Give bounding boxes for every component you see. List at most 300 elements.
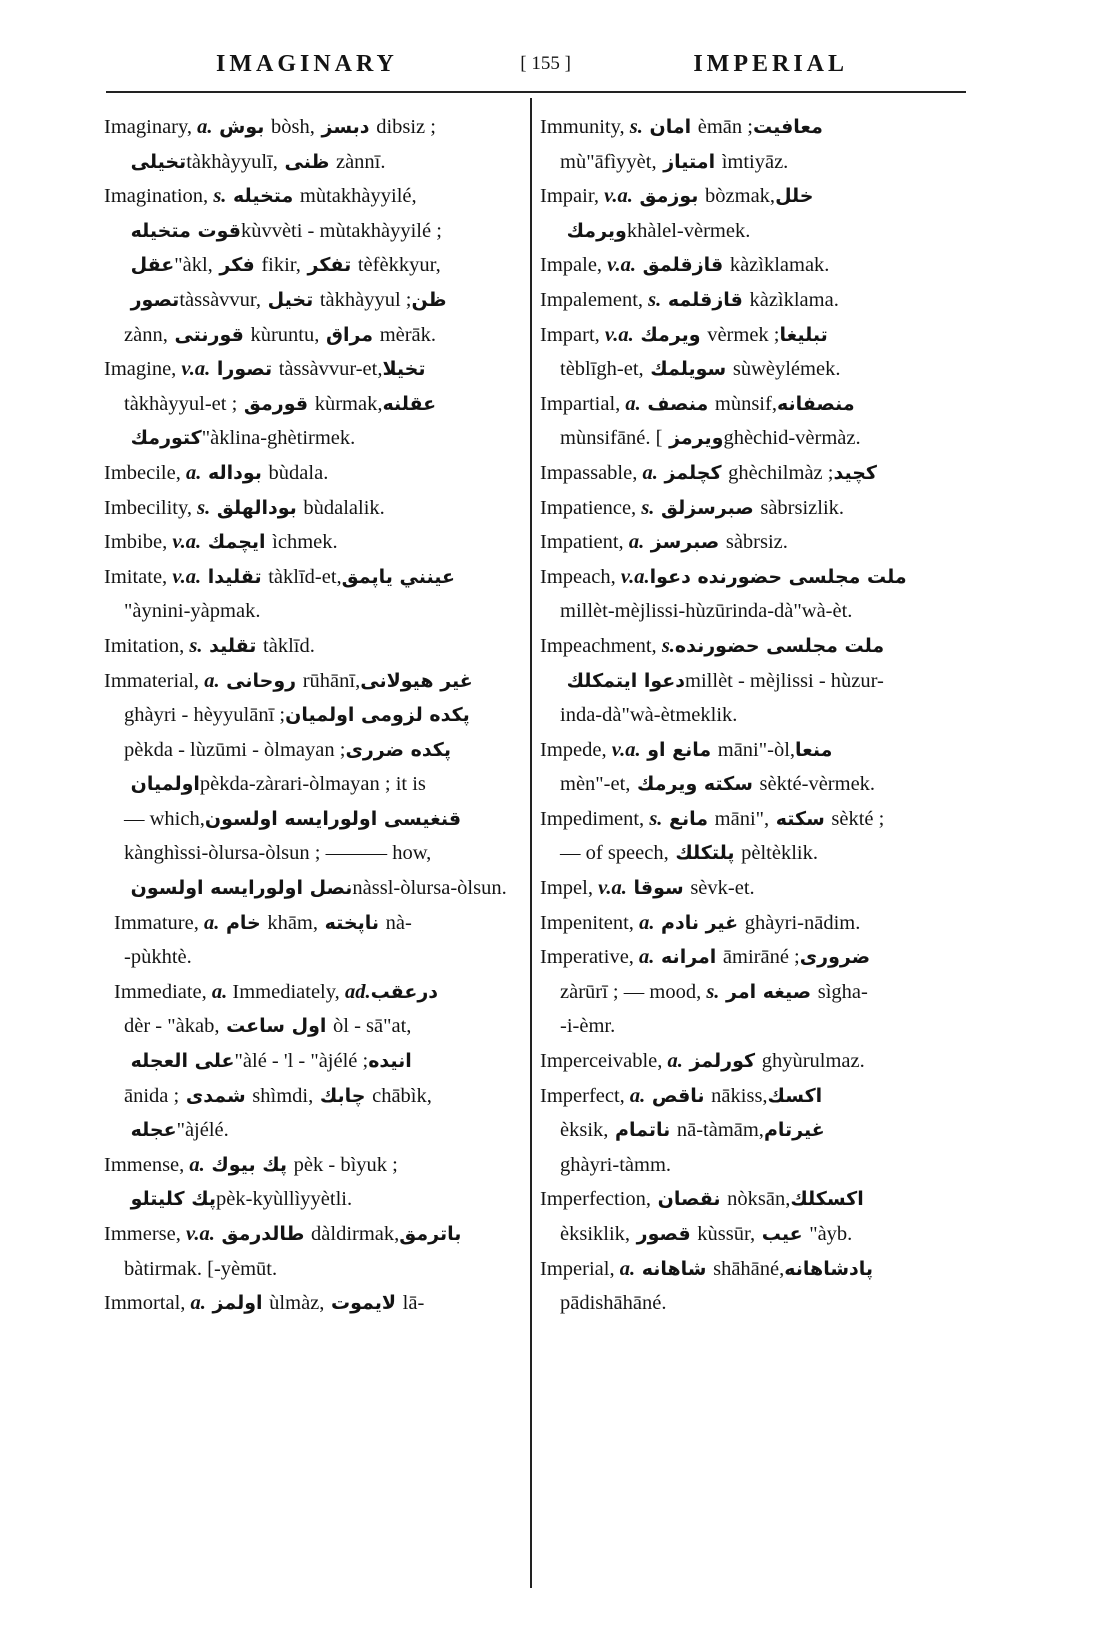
headword: Immediate, — [114, 980, 207, 1003]
ottoman-script: درعقب — [370, 980, 445, 1003]
ottoman-script: تخيل — [261, 288, 320, 311]
dictionary-entry — [540, 179, 960, 248]
ottoman-script: چابك — [313, 1084, 373, 1107]
headword: Impalement, — [540, 288, 644, 311]
transliteration: mèn"-et, — [560, 773, 631, 796]
transliteration: — which, — [124, 807, 205, 830]
transliteration: shìmdi, — [252, 1084, 314, 1107]
headword: Immense, — [104, 1153, 185, 1176]
entry-line — [540, 767, 960, 802]
transliteration: tàklīd. — [263, 634, 315, 657]
dictionary-entry — [540, 248, 960, 283]
part-of-speech: s. — [208, 185, 227, 208]
transliteration: -pùkhtè. — [124, 946, 192, 969]
entry-line — [540, 283, 960, 318]
ottoman-script: بودالهلق — [210, 496, 304, 519]
ottoman-script: پك كليتلو — [124, 1188, 217, 1211]
entry-line — [540, 1148, 960, 1183]
dictionary-entry — [540, 456, 960, 491]
entry-line — [104, 214, 514, 249]
transliteration: pèk - bìyuk ; — [293, 1153, 398, 1176]
transliteration: fikir, — [261, 254, 301, 277]
dictionary-entry — [540, 733, 960, 802]
transliteration: "àjélé. — [176, 1119, 229, 1142]
transliteration: ghèchid-vèrmàz. — [723, 427, 861, 450]
entry-line — [104, 940, 514, 975]
transliteration: sàbrsiz. — [725, 531, 788, 554]
dictionary-entry — [104, 629, 514, 664]
transliteration: èmān ; — [697, 116, 753, 138]
dictionary-entry — [104, 975, 514, 1148]
left-column — [104, 110, 514, 1321]
ottoman-script: اكسك — [767, 1084, 829, 1107]
transliteration: sìgha- — [817, 980, 868, 1003]
transliteration: bùdala. — [268, 461, 329, 484]
transliteration: kùruntu, — [250, 323, 320, 346]
entry-line — [540, 1079, 960, 1114]
transliteration: sèkté ; — [831, 807, 885, 830]
transliteration: zàrūrī ; — mood, — [560, 980, 702, 1003]
headword: Impeachment, — [540, 634, 657, 657]
part-of-speech: a. — [180, 461, 202, 484]
part-of-speech: a. — [206, 980, 228, 1003]
transliteration: òl - sā"at, — [333, 1015, 412, 1038]
transliteration: ghàyri-nādim. — [744, 911, 861, 934]
entry-line — [104, 1079, 514, 1114]
entry-line — [104, 629, 514, 664]
entry-line — [540, 214, 960, 249]
part-of-speech: v.a. — [615, 565, 650, 588]
entry-line — [104, 491, 514, 526]
transliteration: māni"-òl, — [717, 738, 796, 761]
ottoman-script: پكده ضررى — [345, 738, 458, 761]
ottoman-script: قازقلمه — [661, 288, 750, 311]
ottoman-script: اولميان — [124, 773, 200, 796]
ottoman-script: ناپخته — [317, 911, 386, 934]
ottoman-script: قورمق — [237, 392, 315, 415]
ottoman-script: امرانه — [654, 946, 723, 969]
transliteration: mùtakhàyyilé, — [299, 185, 417, 208]
transliteration: "àlé - 'l - "àjélé ; — [234, 1050, 369, 1073]
ottoman-script: كورلمز — [682, 1050, 762, 1073]
part-of-speech: v.a. — [592, 877, 627, 900]
entry-line — [104, 871, 514, 906]
ottoman-script: بوزمق — [632, 185, 706, 208]
headword: Impart, — [540, 323, 600, 346]
ottoman-script: پادشاهانه — [784, 1257, 880, 1280]
ottoman-script: مانع او — [640, 738, 718, 761]
ottoman-script: تخيلى — [124, 150, 187, 173]
headword: Impassable, — [540, 461, 638, 484]
transliteration: pèltèklik. — [741, 842, 818, 865]
dictionary-entry — [540, 940, 960, 1044]
headword: Immaterial, — [104, 669, 200, 692]
headword: Imperceivable, — [540, 1050, 663, 1073]
headword: Impartial, — [540, 392, 621, 415]
ottoman-script: ويرمك — [560, 219, 627, 242]
entry-line — [540, 594, 960, 629]
ottoman-script: شاهانه — [635, 1257, 714, 1280]
right-column — [540, 110, 960, 1321]
entry-line — [540, 387, 960, 422]
ottoman-script: شمدى — [179, 1084, 253, 1107]
transliteration: tèfèkkyur, — [357, 254, 441, 277]
entry-line — [540, 560, 960, 595]
transliteration: vèrmek ; — [707, 323, 780, 346]
entry-line — [540, 1182, 960, 1217]
entry-line — [104, 1148, 514, 1183]
dictionary-entry — [540, 629, 960, 733]
ottoman-script: سكته ويرمك — [630, 773, 760, 796]
ottoman-script: كتورمك — [124, 427, 202, 450]
dictionary-entry — [104, 1286, 514, 1321]
entry-line — [540, 1044, 960, 1079]
entry-line — [540, 975, 960, 1010]
ottoman-script: كچلمز — [657, 461, 729, 484]
header-left-word: IMAGINARY — [216, 50, 398, 77]
entry-line — [104, 387, 514, 422]
headword: Immunity, — [540, 116, 625, 138]
entry-line — [104, 767, 514, 802]
entry-line — [540, 352, 960, 387]
entry-line — [540, 629, 960, 664]
transliteration: nākiss, — [711, 1084, 768, 1107]
part-of-speech: v.a. — [599, 323, 634, 346]
ottoman-script: خام — [219, 911, 268, 934]
entry-line — [104, 110, 514, 145]
part-of-speech: a. — [637, 461, 658, 484]
transliteration: millèt - mèjlissi - hùzur- — [685, 669, 884, 692]
entry-line — [104, 906, 514, 941]
dictionary-entry — [540, 1252, 960, 1321]
entry-line — [540, 110, 960, 145]
entry-line — [540, 491, 960, 526]
entry-line — [540, 871, 960, 906]
transliteration: kàzìklama. — [749, 288, 839, 311]
dictionary-entry — [540, 318, 960, 387]
ottoman-script: ناقص — [645, 1084, 712, 1107]
dictionary-entry — [104, 906, 514, 975]
transliteration: èksik, — [560, 1119, 609, 1142]
entry-line — [540, 802, 960, 837]
entry-line — [104, 1286, 514, 1321]
ottoman-script: پكده لزومى اولميان — [285, 704, 477, 727]
transliteration: bùdalalik. — [303, 496, 385, 519]
transliteration: tàklīd-et, — [268, 565, 342, 588]
part-of-speech: s. — [636, 496, 655, 519]
transliteration: mèrāk. — [379, 323, 437, 346]
entry-line — [540, 906, 960, 941]
transliteration: ānida ; — [124, 1084, 180, 1107]
ottoman-script: دعوا ايتمكلك — [560, 669, 686, 692]
headword: Imbecility, — [104, 496, 193, 519]
transliteration: "àyb. — [809, 1223, 853, 1245]
headword: Imbecile, — [104, 461, 181, 484]
transliteration: dàldirmak, — [311, 1223, 400, 1245]
dictionary-entry — [104, 664, 514, 906]
transliteration: inda-dà"wà-ètmeklik. — [560, 704, 738, 727]
transliteration: kànghìssi-òlursa-òlsun ; ——— how, — [124, 842, 432, 865]
entry-line — [104, 1009, 514, 1044]
transliteration: tèblīgh-et, — [560, 358, 644, 381]
transliteration: khām, — [267, 911, 318, 934]
ottoman-script: اولمز — [205, 1292, 270, 1315]
part-of-speech: a. — [662, 1050, 683, 1073]
transliteration: ghèchilmàz ; — [728, 461, 834, 484]
ottoman-script: بوش — [212, 116, 272, 138]
transliteration: pèkda - lùzūmi - òlmayan ; — [124, 738, 346, 761]
column-divider — [530, 98, 532, 1588]
ottoman-script: ظنى — [277, 150, 336, 173]
ottoman-script: تقليدا — [201, 565, 269, 588]
ottoman-script: نصل اولورايسه اولسون — [124, 877, 353, 900]
ottoman-script: تبليغا — [779, 323, 835, 346]
transliteration: mù"āfìyyèt, — [560, 150, 657, 173]
ottoman-script: ناتمام — [608, 1119, 677, 1142]
entry-line — [540, 1217, 960, 1252]
ottoman-script: تصورا — [210, 358, 279, 381]
part-of-speech: s. — [701, 980, 720, 1003]
part-of-speech: s. — [184, 634, 203, 657]
transliteration: kùvvèti - mùtakhàyyilé ; — [240, 219, 442, 242]
transliteration: sèkté-vèrmek. — [759, 773, 876, 796]
transliteration: -i-èmr. — [560, 1015, 616, 1038]
headword: Impale, — [540, 254, 603, 277]
part-of-speech: s. — [656, 634, 675, 657]
headword: Immortal, — [104, 1292, 186, 1315]
entry-line — [104, 802, 514, 837]
header-right-word: IMPERIAL — [693, 50, 848, 77]
transliteration: tàkhàyyul ; — [319, 288, 412, 311]
headword: Impeach, — [540, 565, 616, 588]
part-of-speech: a. — [185, 1292, 206, 1315]
ottoman-script: لايموت — [324, 1292, 403, 1315]
entry-line — [104, 352, 514, 387]
ottoman-script: امتياز — [656, 150, 722, 173]
ottoman-script: تفكر — [300, 254, 358, 277]
ottoman-script: عينني ياپمق — [341, 565, 462, 588]
running-header — [106, 44, 966, 84]
dictionary-entry — [540, 1182, 960, 1251]
entry-line — [540, 836, 960, 871]
transliteration: pādishāhāné. — [560, 1292, 667, 1315]
part-of-speech: a. — [633, 946, 655, 969]
ottoman-script: مانع — [662, 807, 715, 830]
part-of-speech: s. — [644, 807, 663, 830]
dictionary-entry — [540, 906, 960, 941]
transliteration: ùlmàz, — [269, 1292, 325, 1315]
dictionary-entry — [104, 1217, 514, 1286]
dictionary-entry — [540, 560, 960, 629]
transliteration: khàlel-vèrmek. — [626, 219, 751, 242]
transliteration: millèt-mèjlissi-hùzūrinda-dà"wà-èt. — [560, 600, 853, 623]
part-of-speech: s. — [643, 288, 662, 311]
entry-line — [540, 698, 960, 733]
entry-line — [104, 836, 514, 871]
ottoman-script: قازقلمق — [636, 254, 730, 277]
transliteration: nà- — [385, 911, 412, 934]
transliteration: ìchmek. — [272, 531, 338, 554]
part-of-speech: a. — [633, 911, 655, 934]
transliteration: èksiklik, — [560, 1223, 631, 1245]
dictionary-entry — [540, 387, 960, 456]
entry-line — [104, 456, 514, 491]
ottoman-script: قوت متخيله — [124, 219, 241, 242]
ottoman-script: متخيله — [226, 185, 300, 208]
headword: Imperative, — [540, 946, 634, 969]
dictionary-entry — [540, 1044, 960, 1079]
headword: Impede, — [540, 738, 607, 761]
part-of-speech: v.a. — [167, 565, 202, 588]
entry-line — [104, 1182, 514, 1217]
ottoman-script: پلتكلك — [668, 842, 742, 865]
part-of-speech: v.a. — [180, 1223, 215, 1245]
part-of-speech: a. — [192, 116, 213, 138]
ottoman-script: انيده — [368, 1050, 419, 1073]
transliteration: mùnsif, — [714, 392, 777, 415]
transliteration: tàssàvvur, — [179, 288, 262, 311]
dictionary-entry — [104, 110, 514, 179]
transliteration: tàkhàyyul-et ; — [124, 392, 238, 415]
transliteration: sàbrsizlik. — [760, 496, 845, 519]
ottoman-script: سوقا — [626, 877, 691, 900]
ottoman-script: طالدرمق — [214, 1223, 312, 1245]
ottoman-script: دبسز — [314, 116, 377, 138]
part-of-speech: a. — [199, 669, 220, 692]
entry-line — [104, 1252, 514, 1287]
transliteration: ghàyri-tàmm. — [560, 1153, 672, 1176]
entry-line — [104, 1217, 514, 1252]
transliteration: bòzmak, — [705, 185, 776, 208]
transliteration: rūhānī, — [302, 669, 361, 692]
headword: Imperial, — [540, 1257, 615, 1280]
dictionary-entry — [540, 802, 960, 871]
transliteration: sùwèylémek. — [732, 358, 841, 381]
headword: Imaginary, — [104, 116, 193, 138]
transliteration: shāhāné, — [713, 1257, 785, 1280]
ottoman-script: باترمق — [399, 1223, 469, 1245]
transliteration: "àklina-ghètirmek. — [201, 427, 356, 450]
ottoman-script: سكته — [769, 807, 832, 830]
part-of-speech: v.a. — [176, 358, 211, 381]
headword: Imbibe, — [104, 531, 168, 554]
part-of-speech: s. — [192, 496, 211, 519]
transliteration: ghàyri - hèyyulānī ; — [124, 704, 286, 727]
ottoman-script: منصف — [640, 392, 715, 415]
entry-line — [540, 318, 960, 353]
ottoman-script: على العجله — [124, 1050, 235, 1073]
ottoman-script: ايچمك — [201, 531, 273, 554]
entry-line — [104, 318, 514, 353]
ottoman-script: ضرورى — [799, 946, 877, 969]
transliteration: nàssl-òlursa-òlsun. — [352, 877, 507, 900]
entry-line — [540, 1009, 960, 1044]
ottoman-script: اكسكلك — [790, 1188, 871, 1211]
part-of-speech: a. — [624, 1084, 646, 1107]
transliteration: — of speech, — [560, 842, 669, 865]
header-rule — [106, 91, 966, 93]
headword: Impel, — [540, 877, 593, 900]
ottoman-script: غير نادم — [654, 911, 745, 934]
ottoman-script: غير هيولانى — [360, 669, 480, 692]
transliteration: māni", — [714, 807, 770, 830]
entry-line — [540, 733, 960, 768]
headword: Impair, — [540, 185, 599, 208]
dictionary-entry — [540, 525, 960, 560]
headword: Impatience, — [540, 496, 637, 519]
transliteration: bàtirmak. [-yèmūt. — [124, 1257, 278, 1280]
transliteration: "àkl, — [174, 254, 213, 277]
dictionary-entry — [540, 871, 960, 906]
ottoman-script: عقل — [124, 254, 175, 277]
ottoman-script: كچيد — [833, 461, 884, 484]
headword: Imperfect, — [540, 1084, 625, 1107]
headword: Impenitent, — [540, 911, 634, 934]
part-of-speech: v.a. — [606, 738, 641, 761]
dictionary-entry — [540, 283, 960, 318]
ottoman-script: پك بيوك — [204, 1153, 294, 1176]
ottoman-script: قورنتى — [167, 323, 251, 346]
entry-line — [104, 1113, 514, 1148]
entry-line — [540, 421, 960, 456]
part-of-speech: s. — [624, 116, 643, 138]
transliteration: kùssūr, — [697, 1223, 756, 1245]
part-of-speech: a. — [614, 1257, 636, 1280]
entry-line — [540, 1286, 960, 1321]
headword: Imagination, — [104, 185, 209, 208]
ottoman-script: ويرمك — [633, 323, 708, 346]
ottoman-script: ويرمز — [662, 427, 724, 450]
transliteration: sèvk-et. — [690, 877, 755, 900]
entry-line — [540, 525, 960, 560]
transliteration: ìmtiyāz. — [721, 150, 789, 173]
entry-line — [104, 421, 514, 456]
ottoman-script: روحانى — [219, 669, 303, 692]
dictionary-entry — [104, 491, 514, 526]
ottoman-script: ملت مجلسى حضورنده دعوا — [649, 565, 914, 588]
ottoman-script: سويلمك — [643, 358, 733, 381]
page-number: [ 155 ] — [520, 53, 571, 74]
dictionary-entry — [104, 352, 514, 456]
ottoman-script: تقليد — [202, 634, 264, 657]
headword: Immerse, — [104, 1223, 181, 1245]
part-of-speech: a. — [198, 911, 220, 934]
ottoman-script: معافيت — [752, 116, 830, 138]
dictionary-entry — [104, 560, 514, 629]
part-of-speech: v.a. — [598, 185, 633, 208]
ottoman-script: فكر — [212, 254, 262, 277]
transliteration: nā-tàmām, — [676, 1119, 764, 1142]
transliteration: dèr - "àkab, — [124, 1015, 220, 1038]
transliteration: zànn, — [124, 323, 168, 346]
part-of-speech: a. — [620, 392, 641, 415]
transliteration: Immediately, — [227, 980, 340, 1003]
entry-line — [540, 1113, 960, 1148]
ottoman-script: ظن — [411, 288, 454, 311]
entry-line — [104, 664, 514, 699]
ottoman-script: قنغيسى اولورايسه اولسون — [204, 807, 468, 830]
entry-line — [540, 664, 960, 699]
ottoman-script: منعا — [795, 738, 840, 761]
ottoman-script: عيب — [755, 1223, 810, 1245]
transliteration: bòsh, — [271, 116, 315, 138]
entry-line — [104, 145, 514, 180]
transliteration: āmirāné ; — [722, 946, 800, 969]
dictionary-entry — [104, 456, 514, 491]
transliteration: pèk-kyùllìyyètli. — [216, 1188, 353, 1211]
ottoman-script: امان — [642, 116, 698, 138]
entry-line — [540, 456, 960, 491]
